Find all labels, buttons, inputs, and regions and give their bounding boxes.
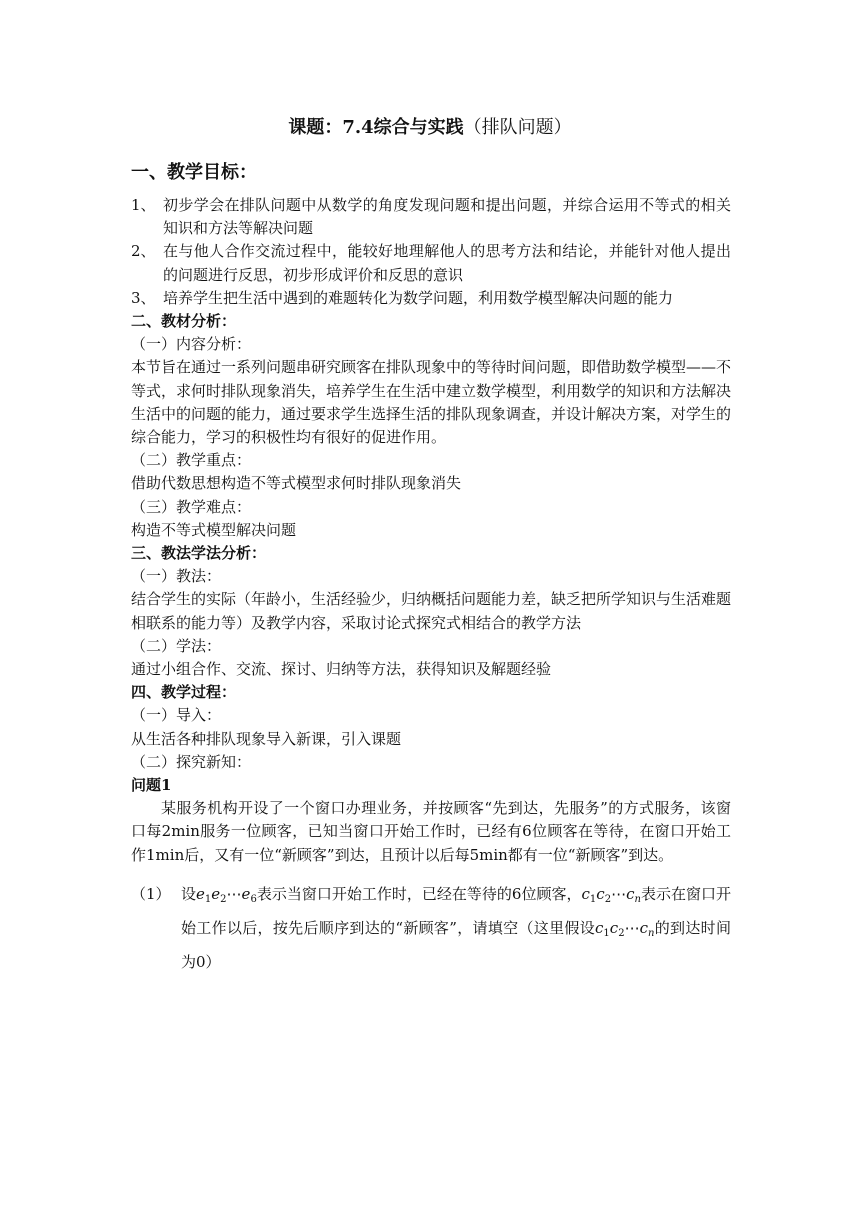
math-c-sequence: $c_1c_2\cdots c_n$ [595,918,655,939]
math-e-sequence: $e_1e_2\cdots e_6$ [196,884,257,905]
subheading-learning-method: （二）学法： [131,636,222,655]
paragraph-teaching-method: 结合学生的实际（年龄小，生活经验少，归纳概括问题能力差，缺乏把所学知识与生活难题相联系的能力等）及教学内容，采取讨论式探究式相结合的教学方法 [131,590,732,632]
question-text [181,877,731,979]
section-heading-process: 四、教学过程： [131,683,237,702]
document-body [131,160,731,979]
list-item-text: 培养学生把生活中遇到的难题转化为数学问题，利用数学模型解决问题的能力 [163,288,674,307]
subheading-exploration: （二）探究新知： [131,752,252,771]
page-title [0,116,860,140]
subheading-teaching-method: （一）教法： [131,567,222,586]
subheading-content-analysis: （一）内容分析： [131,335,252,354]
paragraph-difficulties: 构造不等式模型解决问题 [131,520,297,539]
objectives-list [131,194,731,310]
problem-text: 某服务机构开设了一个窗口办理业务，并按顾客“先到达，先服务”的方式服务，该窗口每2min服务一位顾客，已知当窗口开始工作时，已经有6位顾客在等待，在窗口开始工作1min后，又有一位“新顾客”到达，且预计以后每5min都有一位“新顾客”到达。 [131,799,731,864]
title-suffix: （排队问题） [463,117,572,138]
section-heading-methods: 三、教法学法分析： [131,544,267,563]
subheading-introduction: （一）导入： [131,706,222,725]
subheading-difficulties: （三）教学难点： [131,497,252,516]
list-item-number: 1、 [131,196,156,214]
paragraph-introduction: 从生活各种排队现象导入新课，引入课题 [131,729,402,748]
section-heading-materials: 二、教材分析： [131,312,237,331]
list-item [131,240,731,286]
section-heading-objectives: 一、教学目标： [131,162,257,183]
list-item-text: 在与他人合作交流过程中，能较好地理解他人的思考方法和结论，并能针对他人提出的问题进行反思，初步形成评价和反思的意识 [163,242,731,284]
list-item-text: 初步学会在排队问题中从数学的角度发现问题和提出问题，并综合运用不等式的相关知识和方法等解决问题 [163,196,731,238]
list-item [131,287,731,310]
paragraph-learning-method: 通过小组合作、交流、探讨、归纳等方法，获得知识及解题经验 [131,660,552,679]
problem-title: 问题1 [131,776,172,795]
title-main: 课题：7.4综合与实践 [288,117,464,138]
paragraph-content-analysis: 本节旨在通过一系列问题串研究顾客在排队现象中的等待时间问题，即借助数学模型——不等式，求何时排队现象消失，培养学生在生活中建立数学模型，利用数学的知识和方法解决生活中的问题的能力，通过要求学生选择生活的排队现象调查，并设计解决方案，对学生的综合能力，学习的积极性均有很好的促进作用。 [131,358,732,447]
question-1 [131,877,731,979]
question-text-part: 的到达时间为0） [181,918,731,971]
question-text-part: 表示在窗口开始工作以后，按先后顺序到达的“新顾客”，请填空（这里假设 [181,884,731,937]
math-c-sequence: $c_1c_2\cdots c_n$ [581,884,641,905]
question-number: （1） [131,884,171,903]
list-item-number: 3、 [131,288,156,307]
paragraph-key-points: 借助代数思想构造不等式模型求何时排队现象消失 [131,474,462,493]
question-text-part: 表示当窗口开始工作时，已经在等待的6位顾客， [256,884,582,903]
question-text-part: 设 [181,884,197,903]
list-item [131,194,731,240]
subheading-key-points: （二）教学重点： [131,451,252,470]
list-item-number: 2、 [131,242,156,261]
